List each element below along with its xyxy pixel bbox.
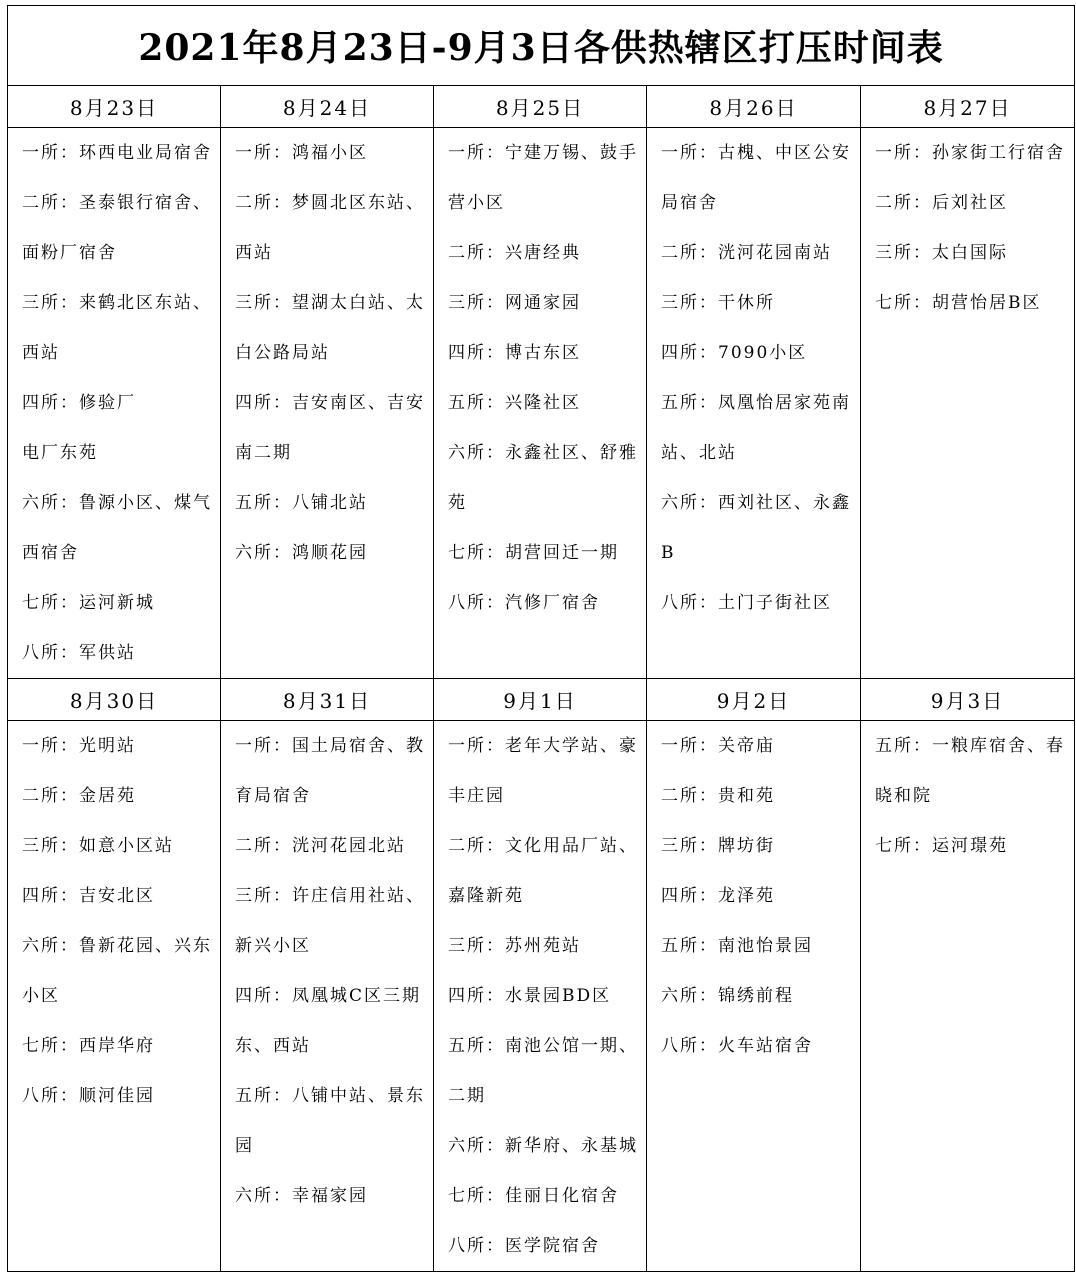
station-entry: 三所：来鹤北区东站、西站 [22, 293, 212, 363]
day-entries-cell [647, 721, 861, 1272]
date-header: 8月30日 [8, 679, 221, 721]
week-1-date-row [8, 86, 1075, 128]
station-entry: 三所：干休所 [661, 293, 775, 313]
station-entry: 三所：如意小区站 [22, 836, 174, 856]
station-entry: 一所：关帝庙 [661, 736, 775, 756]
station-entry: 四所：博古东区 [448, 343, 581, 363]
day-entries-cell [8, 128, 221, 679]
station-entry: 七所：运河璟苑 [875, 836, 1008, 856]
date-header: 9月2日 [647, 679, 861, 721]
week-1-entries-row [8, 128, 1075, 679]
station-entry: 二所：圣泰银行宿舍、面粉厂宿舍 [22, 193, 212, 263]
entry-list [434, 128, 646, 628]
station-entry: 八所：汽修厂宿舍 [448, 593, 600, 613]
station-entry: 二所：兴唐经典 [448, 243, 581, 263]
station-entry: 六所：鲁源小区、煤气西宿舍 [22, 493, 212, 563]
date-header: 9月3日 [861, 679, 1075, 721]
station-entry: 六所：新华府、永基城 [448, 1136, 638, 1156]
date-header: 8月27日 [861, 86, 1075, 128]
station-entry: 一所：孙家街工行宿舍 [875, 143, 1065, 163]
station-entry: 一所：老年大学站、豪丰庄园 [448, 736, 638, 806]
entry-list [647, 128, 860, 628]
station-entry: 七所：佳丽日化宿舍 [448, 1186, 619, 1206]
station-entry: 五所：兴隆社区 [448, 393, 581, 413]
station-entry: 三所：苏州苑站 [448, 936, 581, 956]
station-entry: 四所：修验厂 [22, 393, 136, 413]
station-entry: 三所：望湖太白站、太白公路局站 [235, 293, 425, 363]
station-entry: 六所：鸿顺花园 [235, 543, 368, 563]
entry-list [434, 721, 646, 1271]
station-entry: 四所：吉安北区 [22, 886, 155, 906]
schedule-table [7, 5, 1075, 1272]
station-entry: 八所：火车站宿舍 [661, 1036, 813, 1056]
station-entry: 六所：锦绣前程 [661, 986, 794, 1006]
station-entry: 五所：南池公馆一期、二期 [448, 1036, 638, 1106]
station-entry: 二所：文化用品厂站、嘉隆新苑 [448, 836, 638, 906]
day-entries-cell [434, 128, 647, 679]
page-title: 2021年8月23日-9月3日各供热辖区打压时间表 [8, 6, 1075, 86]
date-header: 8月24日 [221, 86, 434, 128]
station-entry: 三所：许庄信用社站、新兴小区 [235, 886, 425, 956]
station-entry: 六所：永鑫社区、舒雅苑 [448, 443, 638, 513]
station-entry: 一所：鸿福小区 [235, 143, 368, 163]
station-entry: 五所：南池怡景园 [661, 936, 813, 956]
station-entry: 八所：军供站 [22, 643, 136, 663]
date-header: 8月25日 [434, 86, 647, 128]
station-entry: 一所：环西电业局宿舍 [22, 143, 212, 163]
station-entry: 二所：洸河花园北站 [235, 836, 406, 856]
station-entry: 四所：龙泽苑 [661, 886, 775, 906]
station-entry: 五所：八铺北站 [235, 493, 368, 513]
station-entry: 四所：水景园BD区 [448, 986, 612, 1006]
station-entry: 七所：胡营回迁一期 [448, 543, 619, 563]
station-entry: 一所：宁建万锡、鼓手营小区 [448, 143, 638, 213]
day-entries-cell [221, 128, 434, 679]
station-entry: 二所：贵和苑 [661, 786, 775, 806]
station-entry: 一所：古槐、中区公安局宿舍 [661, 143, 851, 213]
station-entry: 三所：牌坊街 [661, 836, 775, 856]
entry-list [8, 721, 220, 1121]
station-entry: 三所：网通家园 [448, 293, 581, 313]
station-entry: 一所：光明站 [22, 736, 136, 756]
station-entry: 八所：顺河佳园 [22, 1086, 155, 1106]
station-entry: 四所：7090小区 [661, 343, 808, 363]
entry-list [8, 128, 220, 678]
day-entries-cell [861, 128, 1075, 679]
title-row [8, 6, 1075, 86]
station-entry: 七所：运河新城 [22, 593, 155, 613]
day-entries-cell [8, 721, 221, 1272]
day-entries-cell [861, 721, 1075, 1272]
station-entry: 三所：太白国际 [875, 243, 1008, 263]
station-entry: 六所：西刘社区、永鑫B [661, 493, 851, 563]
station-entry: 二所：金居苑 [22, 786, 136, 806]
entry-list [647, 721, 860, 1071]
station-entry: 七所：胡营怡居B区 [875, 293, 1042, 313]
station-entry: 五所：八铺中站、景东园 [235, 1086, 425, 1156]
day-entries-cell [647, 128, 861, 679]
station-entry: 四所：凤凰城C区三期东、西站 [235, 986, 422, 1056]
week-2-entries-row [8, 721, 1075, 1272]
date-header: 8月31日 [221, 679, 434, 721]
station-entry: 六所：幸福家园 [235, 1186, 368, 1206]
day-entries-cell [434, 721, 647, 1272]
entry-list [221, 721, 433, 1221]
week-2-date-row [8, 679, 1075, 721]
station-entry: 六所：鲁新花园、兴东小区 [22, 936, 212, 1006]
station-entry: 五所：凤凰怡居家苑南站、北站 [661, 393, 851, 463]
station-entry: 八所：医学院宿舍 [448, 1236, 600, 1256]
station-entry: 一所：国土局宿舍、教育局宿舍 [235, 736, 425, 806]
station-entry: 二所：洸河花园南站 [661, 243, 832, 263]
date-header: 8月23日 [8, 86, 221, 128]
station-entry: 四所：吉安南区、吉安南二期 [235, 393, 425, 463]
station-entry: 电厂东苑 [22, 443, 98, 463]
station-entry: 八所：土门子街社区 [661, 593, 832, 613]
station-entry: 二所：后刘社区 [875, 193, 1008, 213]
station-entry: 七所：西岸华府 [22, 1036, 155, 1056]
day-entries-cell [221, 721, 434, 1272]
date-header: 9月1日 [434, 679, 647, 721]
entry-list [861, 721, 1074, 871]
date-header: 8月26日 [647, 86, 861, 128]
entry-list [861, 128, 1074, 328]
station-entry: 五所：一粮库宿舍、春晓和院 [875, 736, 1065, 806]
entry-list [221, 128, 433, 578]
station-entry: 二所：梦圆北区东站、西站 [235, 193, 425, 263]
